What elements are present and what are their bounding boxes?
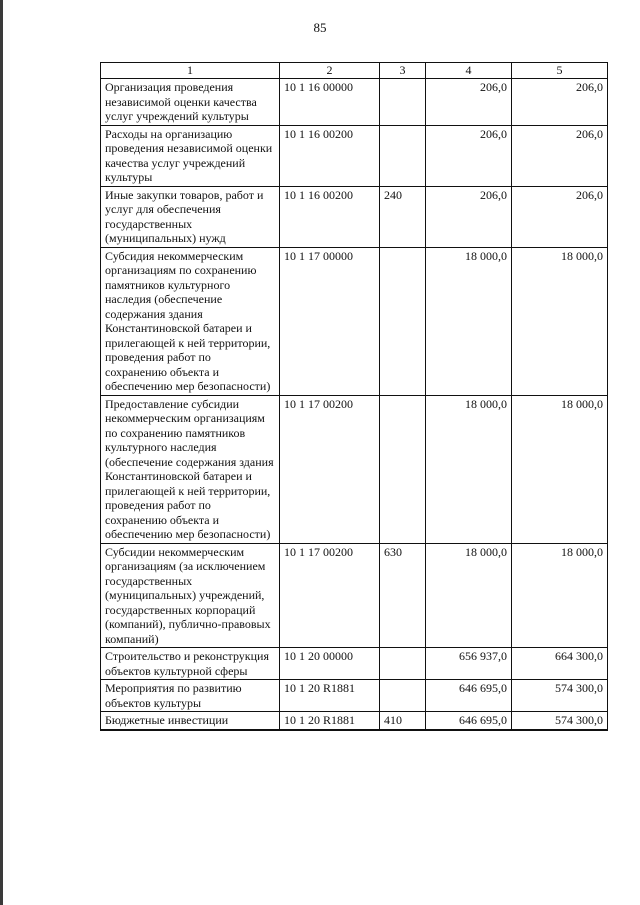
- row-expense-type: [380, 125, 426, 186]
- row-name: Организация проведения независимой оценки качества услуг учреждений культуры: [101, 79, 280, 126]
- row-expense-type: [380, 395, 426, 543]
- row-expense-type: [380, 680, 426, 712]
- row-name: Строительство и реконструкция объектов культурной сферы: [101, 648, 280, 680]
- table-row: [101, 79, 608, 126]
- budget-table: [100, 62, 608, 731]
- table-row: [101, 680, 608, 712]
- row-value-col4: 18 000,0: [426, 247, 512, 395]
- table-row: [101, 247, 608, 395]
- row-name: Бюджетные инвестиции: [101, 712, 280, 730]
- row-code: 10 1 17 00200: [280, 395, 380, 543]
- row-expense-type: [380, 79, 426, 126]
- header-col-3: 3: [380, 63, 426, 79]
- row-name: Субсидия некоммерческим организациям по сохранению памятников культурного наследия (обеспечение содержания здания Константиновской батареи и прилегающей к ней территории, проведения работ по сохранению объекта и обеспечению мер безопасности): [101, 247, 280, 395]
- table-header-row: [101, 63, 608, 79]
- row-value-col4: 646 695,0: [426, 712, 512, 730]
- row-name: Иные закупки товаров, работ и услуг для обеспечения государственных (муниципальных) нужд: [101, 186, 280, 247]
- header-col-1: 1: [101, 63, 280, 79]
- row-code: 10 1 16 00000: [280, 79, 380, 126]
- row-value-col4: 206,0: [426, 125, 512, 186]
- row-value-col4: 18 000,0: [426, 543, 512, 648]
- row-code: 10 1 20 R1881: [280, 680, 380, 712]
- row-code: 10 1 16 00200: [280, 125, 380, 186]
- row-expense-type: 410: [380, 712, 426, 730]
- table-row: [101, 395, 608, 543]
- row-expense-type: 240: [380, 186, 426, 247]
- row-value-col5: 206,0: [512, 125, 608, 186]
- row-value-col4: 206,0: [426, 79, 512, 126]
- row-value-col5: 574 300,0: [512, 680, 608, 712]
- row-value-col4: 18 000,0: [426, 395, 512, 543]
- scan-edge: [0, 0, 3, 905]
- row-name: Расходы на организацию проведения независимой оценки качества услуг учреждений культуры: [101, 125, 280, 186]
- row-code: 10 1 20 R1881: [280, 712, 380, 730]
- table-row: [101, 648, 608, 680]
- row-value-col4: 646 695,0: [426, 680, 512, 712]
- page-number: 85: [313, 20, 327, 35]
- row-value-col4: 656 937,0: [426, 648, 512, 680]
- row-code: 10 1 20 00000: [280, 648, 380, 680]
- table-row: [101, 712, 608, 730]
- row-value-col4: 206,0: [426, 186, 512, 247]
- row-expense-type: 630: [380, 543, 426, 648]
- row-code: 10 1 17 00000: [280, 247, 380, 395]
- header-col-4: 4: [426, 63, 512, 79]
- row-code: 10 1 17 00200: [280, 543, 380, 648]
- row-value-col5: 18 000,0: [512, 543, 608, 648]
- header-col-2: 2: [280, 63, 380, 79]
- row-code: 10 1 16 00200: [280, 186, 380, 247]
- row-name: Мероприятия по развитию объектов культуры: [101, 680, 280, 712]
- table-row: [101, 186, 608, 247]
- row-value-col5: 664 300,0: [512, 648, 608, 680]
- header-col-5: 5: [512, 63, 608, 79]
- table-row: [101, 543, 608, 648]
- row-value-col5: 18 000,0: [512, 247, 608, 395]
- row-expense-type: [380, 247, 426, 395]
- row-value-col5: 206,0: [512, 186, 608, 247]
- row-expense-type: [380, 648, 426, 680]
- row-value-col5: 206,0: [512, 79, 608, 126]
- row-value-col5: 18 000,0: [512, 395, 608, 543]
- row-name: Субсидии некоммерческим организациям (за исключением государственных (муниципальных) учреждений, государственных корпораций (компаний), публично-правовых компаний): [101, 543, 280, 648]
- table-row: [101, 125, 608, 186]
- row-name: Предоставление субсидии некоммерческим организациям по сохранению памятников культурного наследия (обеспечение содержания здания Константиновской батареи и прилегающей к ней территории, проведения работ по сохранению объекта и обеспечению мер безопасности): [101, 395, 280, 543]
- row-value-col5: 574 300,0: [512, 712, 608, 730]
